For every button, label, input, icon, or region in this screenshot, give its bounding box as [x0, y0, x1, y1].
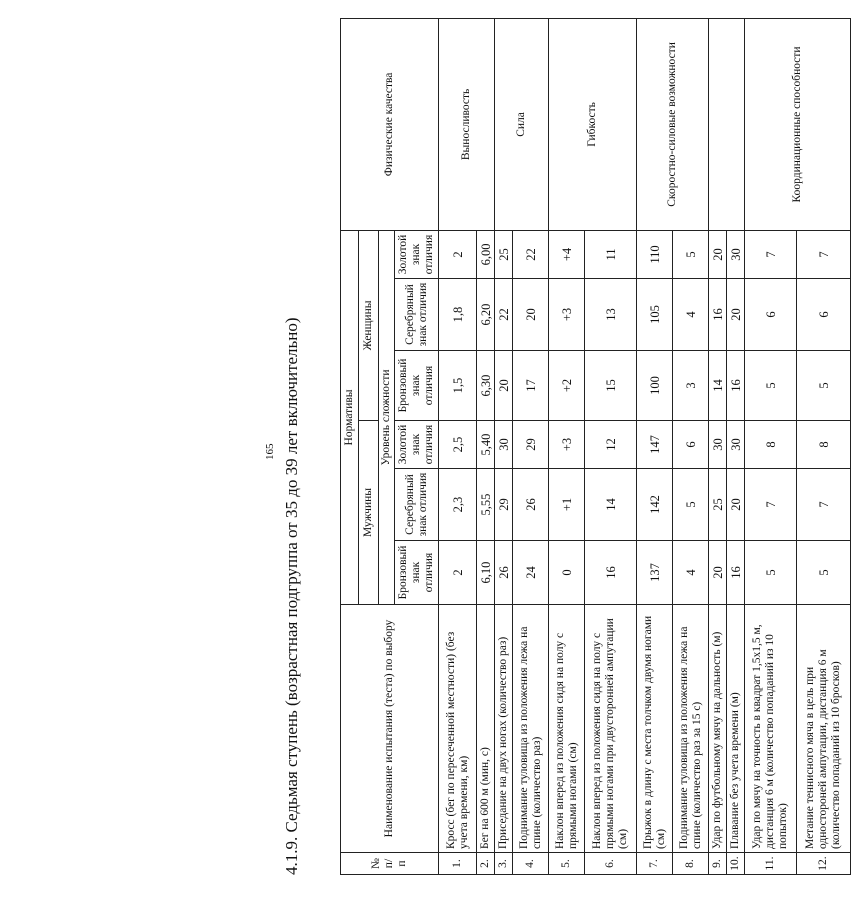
value: 5 [673, 469, 709, 541]
value: +3 [549, 279, 585, 351]
table-row [549, 18, 585, 874]
value: 16 [585, 541, 637, 605]
value: 6,10 [477, 541, 495, 605]
page-number: 165 [264, 443, 276, 460]
value: 4 [673, 541, 709, 605]
value: 0 [549, 541, 585, 605]
value: 11 [585, 230, 637, 278]
row-num: 1. [439, 853, 477, 875]
value: 24 [513, 541, 549, 605]
value: 30 [709, 421, 727, 469]
value: 29 [513, 421, 549, 469]
value: 1,8 [439, 279, 477, 351]
test-name: Наклон вперед из положения сидя на полу с прямыми ногами при двусторонней ампутации (см) [585, 605, 637, 853]
value: 8 [745, 421, 797, 469]
value: 105 [637, 279, 673, 351]
test-name: Поднимание туловища из положения лежа на спине (количество раз за 15 с) [673, 605, 709, 853]
table-row [637, 18, 673, 874]
row-num: 12. [797, 853, 851, 875]
row-num: 9. [709, 853, 727, 875]
table-row [495, 18, 513, 874]
test-name: Плавание без учета времени (м) [727, 605, 745, 853]
row-num: 10. [727, 853, 745, 875]
value: 30 [727, 421, 745, 469]
value: 20 [727, 469, 745, 541]
row-num: 11. [745, 853, 797, 875]
value: 20 [709, 230, 727, 278]
value: 7 [797, 469, 851, 541]
value: 7 [745, 469, 797, 541]
value: 30 [495, 421, 513, 469]
test-name: Бег на 600 м (мин, с) [477, 605, 495, 853]
header-quality: Физические качества [341, 18, 439, 230]
test-name: Наклон вперед из положения сидя на полу с прямыми ногами (см) [549, 605, 585, 853]
test-name: Кросс (бег по пересеченной местности) (без учета времени, км) [439, 605, 477, 853]
value: 20 [513, 279, 549, 351]
value: 30 [727, 230, 745, 278]
value: 5 [797, 541, 851, 605]
value: 100 [637, 351, 673, 421]
value: 7 [797, 230, 851, 278]
value: 8 [797, 421, 851, 469]
value: 6,20 [477, 279, 495, 351]
value: 5,40 [477, 421, 495, 469]
value: 17 [513, 351, 549, 421]
value: 20 [727, 279, 745, 351]
section-heading: 4.1.9. Седьмая ступень (возрастная подгруппа от 35 до 39 лет включительно) [282, 317, 301, 875]
value: 137 [637, 541, 673, 605]
row-num: 5. [549, 853, 585, 875]
value: 5,55 [477, 469, 495, 541]
table-row [745, 18, 797, 874]
value: 12 [585, 421, 637, 469]
header-num: № п/п [341, 853, 439, 875]
value: +3 [549, 421, 585, 469]
header-name: Наименование испытания (теста) по выбору [341, 605, 439, 853]
value: 6 [673, 421, 709, 469]
value: 2,5 [439, 421, 477, 469]
value: +4 [549, 230, 585, 278]
header-men-silver: Серебряный знак отличия [395, 469, 439, 541]
value: 2 [439, 230, 477, 278]
value: 6,30 [477, 351, 495, 421]
header-women-bronze: Бронзовый знак отличия [395, 351, 439, 421]
header-men-gold: Золотой знак отличия [395, 421, 439, 469]
test-name: Удар по футбольному мячу на дальность (м) [709, 605, 727, 853]
value: 15 [585, 351, 637, 421]
value: 14 [585, 469, 637, 541]
value: 5 [745, 541, 797, 605]
value: 25 [495, 230, 513, 278]
value: 22 [495, 279, 513, 351]
test-name: Прыжок в длину с места толчком двумя ногами (см) [637, 605, 673, 853]
value: 25 [709, 469, 727, 541]
row-num: 4. [513, 853, 549, 875]
header-men-bronze: Бронзовый знак отличия [395, 541, 439, 605]
value: 1,5 [439, 351, 477, 421]
quality-coordination: Координационные способности [745, 18, 851, 230]
value: 29 [495, 469, 513, 541]
value: 6,00 [477, 230, 495, 278]
row-num: 8. [673, 853, 709, 875]
row-num: 7. [637, 853, 673, 875]
value: 6 [745, 279, 797, 351]
value: 6 [797, 279, 851, 351]
header-norms: Нормативы [341, 230, 359, 604]
header-men: Мужчины [359, 421, 379, 605]
value: +2 [549, 351, 585, 421]
value: 5 [745, 351, 797, 421]
row-num: 2. [477, 853, 495, 875]
test-name: Приседание на двух ногах (количество раз) [495, 605, 513, 853]
value: 110 [637, 230, 673, 278]
test-name: Метание теннисного мяча в цель при одностороней ампутации, дистанция 6 м (количество попаданий из 10 бросков) [797, 605, 851, 853]
value: 26 [495, 541, 513, 605]
table-row [709, 18, 727, 874]
value: 147 [637, 421, 673, 469]
value: 26 [513, 469, 549, 541]
quality-endurance: Выносливость [439, 18, 495, 230]
header-women-silver: Серебряный знак отличия [395, 279, 439, 351]
value: 5 [797, 351, 851, 421]
value: 7 [745, 230, 797, 278]
quality-strength: Сила [495, 18, 549, 230]
value: 2 [439, 541, 477, 605]
value: 20 [709, 541, 727, 605]
value: 3 [673, 351, 709, 421]
quality-speed-strength: Скоростно-силовые возможности [637, 18, 709, 230]
value: 22 [513, 230, 549, 278]
value: 5 [673, 230, 709, 278]
value: 14 [709, 351, 727, 421]
header-women-gold: Золотой знак отличия [395, 230, 439, 278]
test-name: Поднимание туловища из положения лежа на спине (количество раз) [513, 605, 549, 853]
table-row [439, 18, 477, 874]
value: 142 [637, 469, 673, 541]
header-women: Женщины [359, 230, 379, 420]
header-level: Уровень сложности [379, 230, 395, 604]
value: 2,3 [439, 469, 477, 541]
value: 16 [709, 279, 727, 351]
value: 16 [727, 351, 745, 421]
value: 20 [495, 351, 513, 421]
row-num: 3. [495, 853, 513, 875]
test-name: Удар по мячу на точность в квадрат 1,5x1,5 м, дистанция 6 м (количество попаданий из 10 попыток) [745, 605, 797, 853]
quality-empty [709, 18, 745, 230]
value: 16 [727, 541, 745, 605]
value: 13 [585, 279, 637, 351]
norms-table [340, 18, 851, 875]
value: 4 [673, 279, 709, 351]
value: +1 [549, 469, 585, 541]
quality-flexibility: Гибкость [549, 18, 637, 230]
row-num: 6. [585, 853, 637, 875]
